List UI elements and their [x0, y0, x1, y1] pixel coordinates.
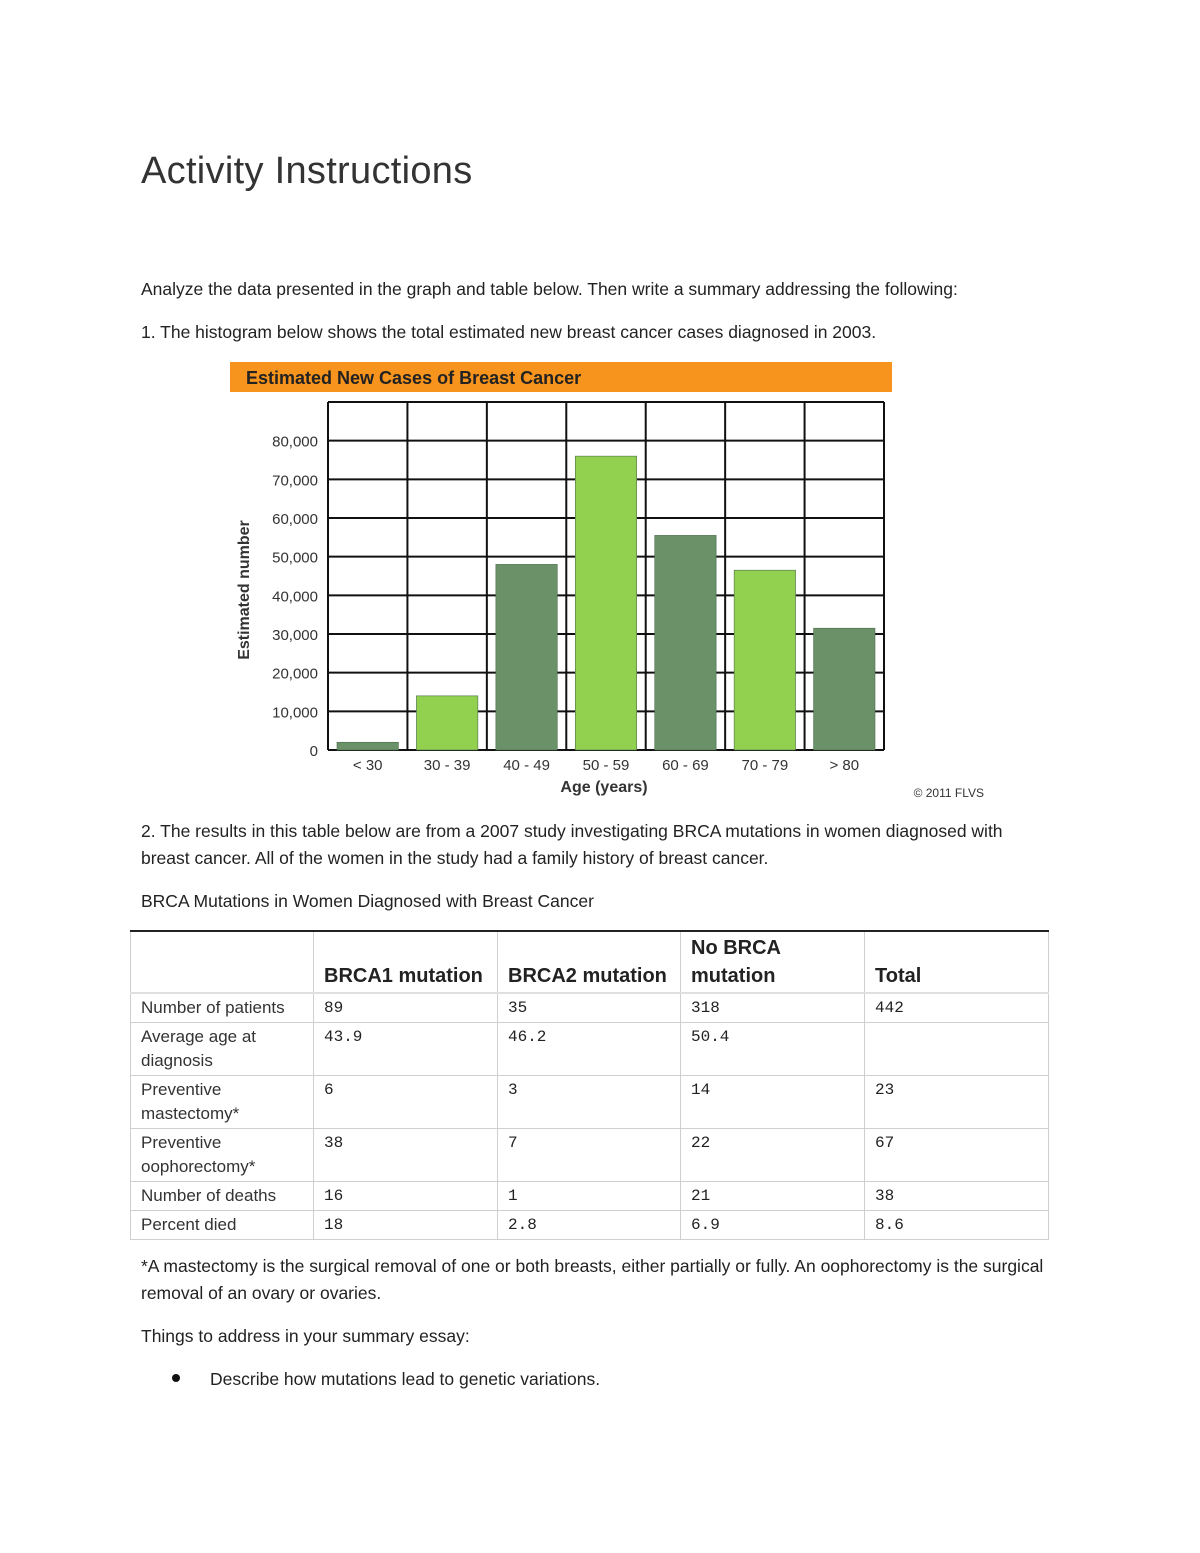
row-label: Number of patients [131, 993, 314, 1023]
row-label: Number of deaths [131, 1182, 314, 1211]
bar [814, 628, 875, 750]
table-cell: 67 [865, 1129, 1049, 1182]
y-tick-label: 70,000 [272, 472, 318, 490]
bar [416, 696, 477, 750]
table-row [131, 1076, 1049, 1129]
x-tick-label: < 30 [352, 757, 383, 774]
table-cell: 38 [314, 1129, 498, 1182]
table-cell: 1 [498, 1182, 681, 1211]
bar [734, 570, 795, 750]
bullet-item [172, 1366, 600, 1393]
y-tick-label: 40,000 [272, 588, 318, 606]
header-cell: BRCA2 mutation [498, 931, 681, 993]
page-title: Activity Instructions [141, 150, 473, 192]
table-cell: 89 [314, 993, 498, 1023]
x-tick-label: > 80 [829, 757, 860, 774]
bar [655, 535, 716, 750]
table-row [131, 993, 1049, 1023]
row-label: Preventive oophorectomy* [131, 1129, 314, 1182]
table-row [131, 1211, 1049, 1240]
table-cell: 6.9 [681, 1211, 865, 1240]
table-cell [865, 1023, 1049, 1076]
table-cell: 21 [681, 1182, 865, 1211]
y-tick-label: 0 [309, 743, 318, 760]
x-axis-label: Age (years) [560, 779, 648, 796]
y-axis-label: Estimated number [236, 520, 253, 660]
table-cell: 8.6 [865, 1211, 1049, 1240]
y-tick-label: 80,000 [272, 433, 318, 451]
intro-text: Analyze the data presented in the graph and table below. Then write a summary addressing the following: [141, 279, 958, 299]
header-cell [131, 931, 314, 993]
table-cell: 22 [681, 1129, 865, 1182]
header-cell: BRCA1 mutation [314, 931, 498, 993]
summary-heading: Things to address in your summary essay: [141, 1326, 470, 1346]
bullet-icon [172, 1374, 180, 1382]
chart-svg [228, 360, 988, 800]
question-1: 1. The histogram below shows the total estimated new breast cancer cases diagnosed in 2003. [141, 322, 877, 342]
table-header-row [131, 931, 1049, 993]
row-label: Average age at diagnosis [131, 1023, 314, 1076]
y-tick-label: 60,000 [272, 511, 318, 528]
x-tick-label: 50 - 59 [582, 757, 630, 774]
bar [337, 742, 398, 750]
bar [496, 564, 557, 750]
table-cell: 38 [865, 1182, 1049, 1211]
table-cell: 50.4 [681, 1023, 865, 1076]
y-tick-label: 30,000 [272, 627, 318, 644]
y-tick-label: 50,000 [272, 549, 318, 567]
table-cell: 23 [865, 1076, 1049, 1129]
table-caption: BRCA Mutations in Women Diagnosed with Breast Cancer [141, 891, 594, 911]
table-cell: 3 [498, 1076, 681, 1129]
table-row [131, 1182, 1049, 1211]
table-cell: 35 [498, 993, 681, 1023]
x-tick-label: 70 - 79 [741, 757, 789, 774]
bar [575, 456, 636, 750]
header-cell: Total [865, 931, 1049, 993]
y-tick-label: 10,000 [272, 704, 318, 722]
table-cell: 442 [865, 993, 1049, 1023]
table-cell: 6 [314, 1076, 498, 1129]
histogram-chart [228, 360, 988, 800]
table-cell: 46.2 [498, 1023, 681, 1076]
table-cell: 18 [314, 1211, 498, 1240]
header-cell: No BRCA mutation [681, 931, 865, 993]
row-label: Preventive mastectomy* [131, 1076, 314, 1129]
brca-table [130, 930, 1049, 1240]
x-tick-label: 60 - 69 [662, 757, 709, 774]
question-2: 2. The results in this table below are from a 2007 study investigating BRCA mutations in women diagnosed with breast cancer. All of the women in the study had a family history of breast cancer. [141, 821, 1003, 868]
bullet-text: Describe how mutations lead to genetic variations. [210, 1369, 601, 1389]
table-cell: 2.8 [498, 1211, 681, 1240]
copyright-text: © 2011 FLVS [913, 786, 984, 800]
table-cell: 16 [314, 1182, 498, 1211]
table-cell: 14 [681, 1076, 865, 1129]
y-tick-label: 20,000 [272, 665, 318, 683]
chart-title: Estimated New Cases of Breast Cancer [246, 368, 582, 388]
x-tick-label: 40 - 49 [503, 757, 550, 774]
x-tick-label: 30 - 39 [423, 757, 471, 774]
footnote: *A mastectomy is the surgical removal of one or both breasts, either partially or fully. An oophorectomy is the surgical removal of an ovary or ovaries. [141, 1256, 1044, 1303]
table-row [131, 1023, 1049, 1076]
table-cell: 7 [498, 1129, 681, 1182]
table-cell: 43.9 [314, 1023, 498, 1076]
table-row [131, 1129, 1049, 1182]
row-label: Percent died [131, 1211, 314, 1240]
table-cell: 318 [681, 993, 865, 1023]
